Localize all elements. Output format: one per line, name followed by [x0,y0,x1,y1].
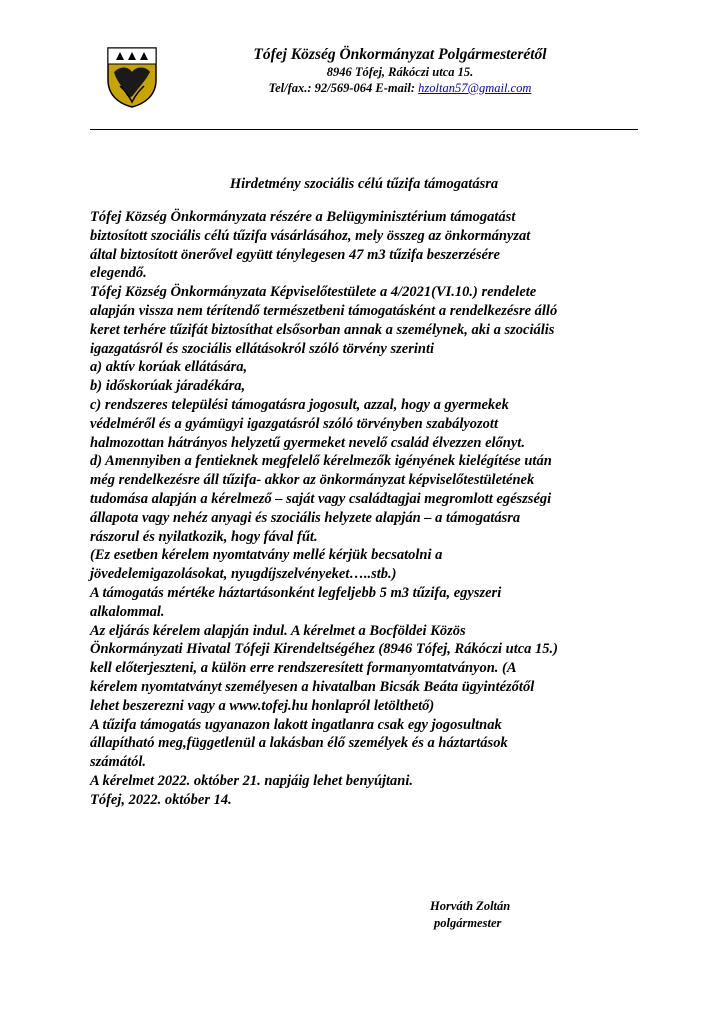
contact-line [200,80,600,96]
body-line: lehet beszerezni vagy a www.tofej.hu honlapról letölthető) [90,697,435,714]
body-line: A támogatás mértéke háztartásonként legfeljebb 5 m3 tűzifa, egyszeri [90,584,502,601]
body-line: számától. [90,754,146,771]
body-line: jövedelemigazolásokat, nyugdíjszelvényeket…..stb.) [90,566,397,583]
body-line: védelméről és a gyámügyi igazgatásról szóló törvényben szabályozott [90,415,498,432]
header-divider [90,129,638,130]
body-line: A tűzifa támogatás ugyanazon lakott ingatlanra csak egy jogosultnak [90,716,502,733]
body-line: c) rendszeres települési támogatásra jogosult, azzal, hogy a gyermekek [90,396,509,413]
body-line: A kérelmet 2022. október 21. napjáig lehet benyújtani. [90,772,414,789]
signer-name: Horváth Zoltán [430,899,511,913]
organization-name: Tófej Község Önkormányzat Polgármesterétől [253,46,547,63]
signer-role: polgármester [434,916,502,930]
notice-body [90,208,650,810]
body-line: állapítható meg,függetlenül a lakásban élő személyek és a háztartások [90,735,508,752]
body-line: kell előterjeszteni, a külön erre rendszeresített formanyomtatványon. (A [90,660,517,677]
body-line: tudomása alapján a kérelmező – saját vagy családtagjai megromlott egészségi [90,490,552,507]
coat-of-arms-icon [106,46,158,108]
body-line: a) aktív korúak ellátására, [90,359,248,376]
body-line: halmozottan hátrányos helyzetű gyermeket nevelő család élvezzen előnyt. [90,434,525,451]
body-line: rászorul és nyilatkozik, hogy fával fűt. [90,528,318,545]
body-line: alapján vissza nem térítendő természetbeni támogatásként a rendelkezésre álló [90,302,558,319]
body-line: Az eljárás kérelem alapján indul. A kérelmet a Bocföldei Közös [90,622,466,639]
body-line: Tófej Község Önkormányzata részére a Belügyminisztérium támogatást [90,209,516,225]
body-line: elegendő. [90,265,147,282]
body-line: (Ez esetben kérelem nyomtatvány mellé kérjük becsatolni a [90,547,443,564]
body-line: állapota vagy nehéz anyagi és szociális helyzete alapján – a támogatásra [90,509,521,526]
body-line: kérelem nyomtatványt személyesen a hivatalban Bicsák Beáta ügyintézőtől [90,678,535,695]
body-line: alkalommal. [90,603,165,620]
body-line: Tófej, 2022. október 14. [90,791,232,808]
body-line: igazgatásról és szociális ellátásokról szóló törvény szerinti [90,340,434,357]
body-line: d) Amennyiben a fentieknek megfelelő kérelmezők igényének kielégítése után [90,453,552,470]
body-line: biztosított szociális célú tűzifa vásárlásához, mely összeg az önkormányzat [90,227,531,244]
letterhead [200,46,600,96]
email-link[interactable]: hzoltan57@gmail.com [418,81,532,95]
notice-title: Hirdetmény szociális célú tűzifa támogatásra [229,176,499,192]
body-line: keret terhére tűzifát biztosíthat elsősorban annak a személynek, aki a szociális [90,321,555,338]
body-line: által biztosított önerővel együtt ténylegesen 47 m3 tűzifa beszerzésére [90,246,500,263]
signature-block [430,898,510,932]
body-line: Önkormányzati Hivatal Tófeji Kirendeltségéhez (8946 Tófej, Rákóczi utca 15.) [90,641,558,658]
body-line: Tófej Község Önkormányzata Képviselőtestülete a 4/2021(VI.10.) rendelete [90,284,537,301]
body-line: még rendelkezésre áll tűzifa- akkor az önkormányzat képviselőtestületének [90,472,535,489]
body-line: b) időskorúak járadékára, [90,378,246,395]
organization-address: 8946 Tófej, Rákóczi utca 15. [326,65,474,79]
contact-prefix: Tel/fax.: 92/569-064 E-mail: [268,81,416,95]
